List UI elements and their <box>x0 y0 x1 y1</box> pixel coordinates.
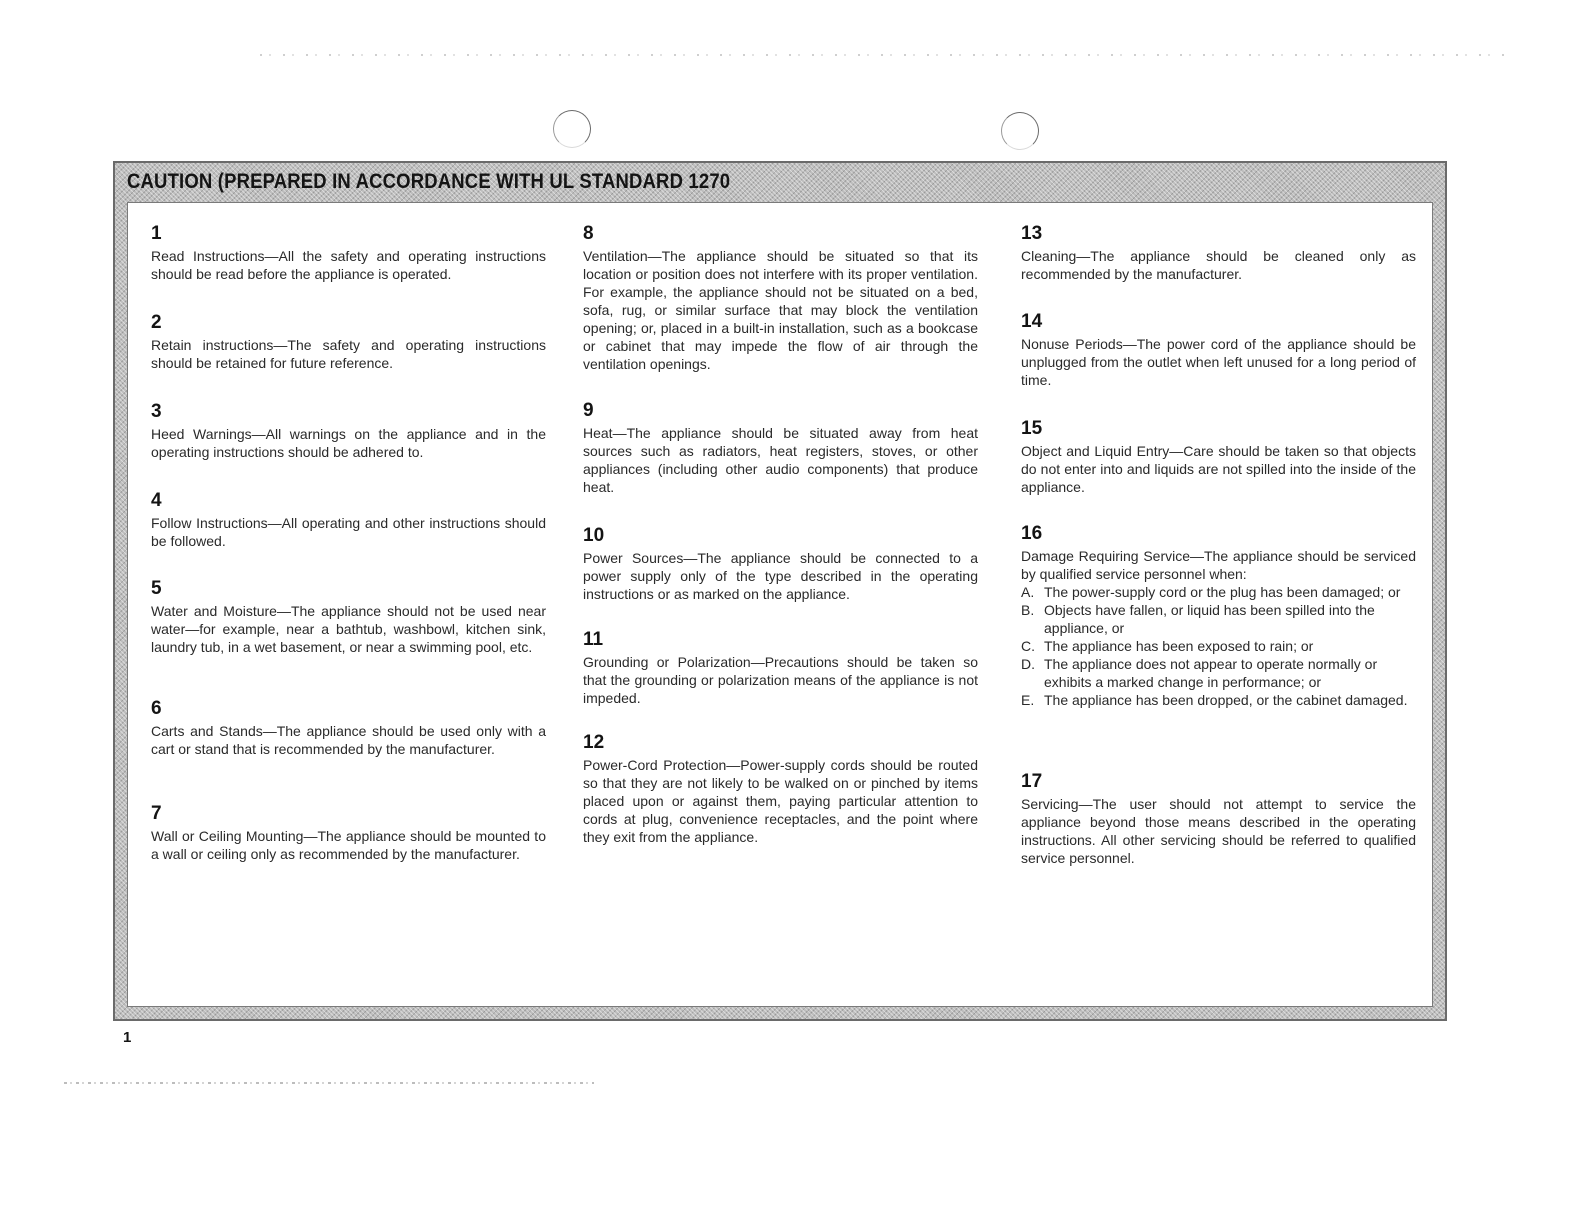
item-number: 2 <box>151 312 162 333</box>
caution-item-16 <box>1021 523 1416 709</box>
caution-item-15 <box>1021 418 1416 496</box>
item-number: 4 <box>151 490 162 511</box>
caution-item-11 <box>583 629 978 707</box>
item-text: Grounding or Polarization—Precautions should be taken so that the grounding or polarization means of the appliance is not impeded. <box>583 654 978 706</box>
item-number: 13 <box>1021 223 1043 244</box>
item-text: Power-Cord Protection—Power-supply cords should be routed so that they are not likely to be walked on or pinched by items placed upon or against them, paying particular attention to cords at plug, convenience receptacles, and the point where they exit from the appliance. <box>583 757 978 845</box>
caution-frame <box>113 161 1447 1021</box>
item-text: Cleaning—The appliance should be cleaned only as recommended by the manufacturer. <box>1021 248 1416 282</box>
caution-item-2 <box>151 312 546 372</box>
damage-conditions-list <box>1021 583 1416 709</box>
punch-hole-right <box>1001 112 1039 150</box>
item-text: Heed Warnings—All warnings on the appliance and in the operating instructions should be adhered to. <box>151 426 546 460</box>
caution-item-1 <box>151 223 546 283</box>
condition-e: E. The appliance has been dropped, or the cabinet damaged. <box>1021 692 1408 708</box>
item-number: 12 <box>583 732 605 753</box>
item-number: 9 <box>583 400 594 421</box>
condition-b: B. Objects have fallen, or liquid has been spilled into the appliance, or <box>1021 602 1375 636</box>
item-text: Read Instructions—All the safety and operating instructions should be read before the appliance is operated. <box>151 248 546 282</box>
item-number: 7 <box>151 803 162 824</box>
item-text: Water and Moisture—The appliance should not be used near water—for example, near a bathtub, washbowl, kitchen sink, laundry tub, in a wet basement, or near a swimming pool, etc. <box>151 603 546 655</box>
page-number: 1 <box>123 1029 132 1046</box>
item-number: 17 <box>1021 771 1043 792</box>
item-text: Follow Instructions—All operating and other instructions should be followed. <box>151 515 546 549</box>
condition-d: D. The appliance does not appear to operate normally or exhibits a marked change in performance; or <box>1021 656 1378 690</box>
caution-title: CAUTION (PREPARED IN ACCORDANCE WITH UL STANDARD 1270 <box>127 169 731 193</box>
item-number: 6 <box>151 698 162 719</box>
punch-hole-left <box>553 110 591 148</box>
item-number: 14 <box>1021 311 1043 332</box>
item-number: 8 <box>583 223 594 244</box>
caution-item-14 <box>1021 311 1416 389</box>
item-text: Object and Liquid Entry—Care should be taken so that objects do not enter into and liquids are not spilled into the inside of the appliance. <box>1021 443 1416 495</box>
condition-c: C. The appliance has been exposed to rain; or <box>1021 638 1314 654</box>
caution-item-17 <box>1021 771 1416 867</box>
item-number: 5 <box>151 578 162 599</box>
scan-speckle-top <box>260 54 1510 56</box>
item-text: Wall or Ceiling Mounting—The appliance should be mounted to a wall or ceiling only as recommended by the manufacturer. <box>151 828 546 862</box>
caution-item-7 <box>151 803 546 863</box>
item-text: Retain instructions—The safety and operating instructions should be retained for future reference. <box>151 337 546 371</box>
caution-item-8 <box>583 223 978 373</box>
caution-item-3 <box>151 401 546 461</box>
item-text: Heat—The appliance should be situated away from heat sources such as radiators, heat registers, stoves, or other appliances (including other audio components) that produce heat. <box>583 425 978 495</box>
item-number: 15 <box>1021 418 1043 439</box>
caution-item-5 <box>151 578 546 656</box>
item-text: Ventilation—The appliance should be situated so that its location or position does not interfere with its proper ventilation. For example, the appliance should not be situated on a bed, sofa, rug, or similar surface that may block the ventilation opening; or, placed in a built-in installation, such as a bookcase or cabinet that may impede the flow of air through the ventilation openings. <box>583 248 978 372</box>
caution-item-13 <box>1021 223 1416 283</box>
caution-item-9 <box>583 400 978 496</box>
caution-item-12 <box>583 732 978 846</box>
item-number: 10 <box>583 525 605 546</box>
item-number: 3 <box>151 401 162 422</box>
item-number: 11 <box>583 629 604 650</box>
caution-item-4 <box>151 490 546 550</box>
caution-panel <box>127 202 1433 1007</box>
item-text: Nonuse Periods—The power cord of the appliance should be unplugged from the outlet when left unused for a long period of time. <box>1021 336 1416 388</box>
item-text: Carts and Stands—The appliance should be used only with a cart or stand that is recommended by the manufacturer. <box>151 723 546 757</box>
caution-item-10 <box>583 525 978 603</box>
item-text: Servicing—The user should not attempt to service the appliance beyond those means described in the operating instructions. All other servicing should be referred to qualified service personnel. <box>1021 796 1416 866</box>
item-text: Damage Requiring Service—The appliance should be serviced by qualified service personnel when: <box>1021 548 1416 582</box>
item-number: 1 <box>151 223 162 244</box>
scan-speckle-bottom <box>64 1082 594 1084</box>
item-number: 16 <box>1021 523 1043 544</box>
condition-a: A. The power-supply cord or the plug has been damaged; or <box>1021 584 1401 600</box>
item-text: Power Sources—The appliance should be connected to a power supply only of the type described in the operating instructions or as marked on the appliance. <box>583 550 978 602</box>
caution-item-6 <box>151 698 546 758</box>
